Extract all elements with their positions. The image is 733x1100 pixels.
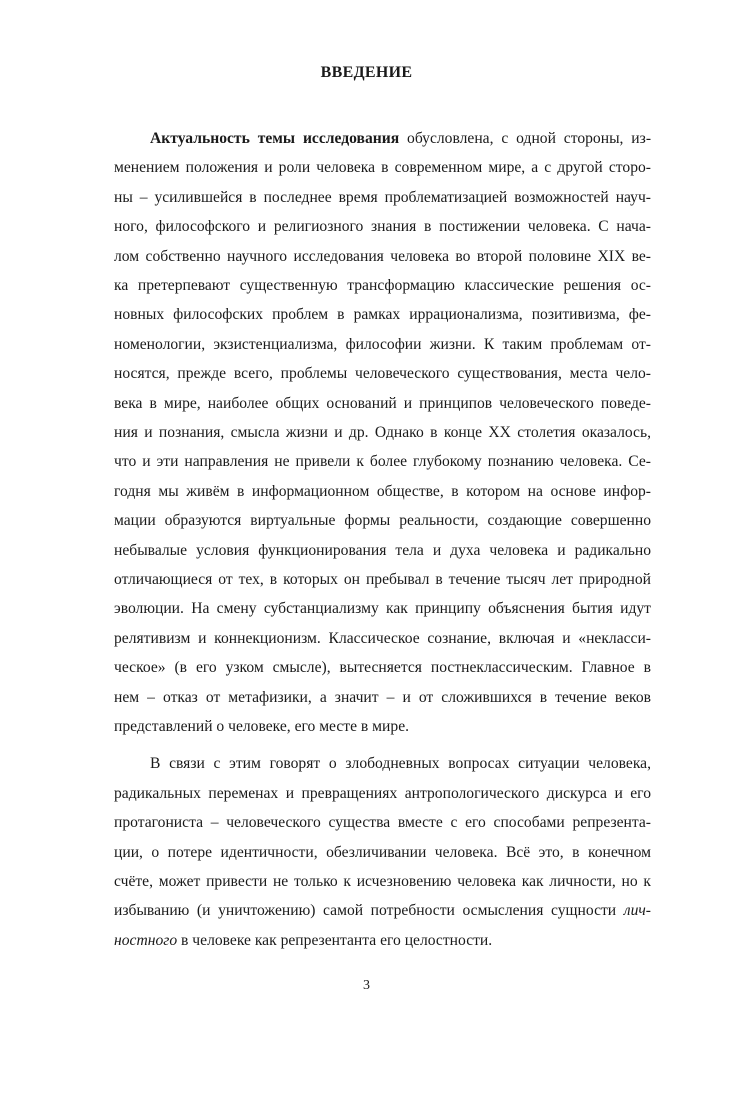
bold-lead-text: Актуальность темы исследования (150, 130, 400, 147)
text-line: века в мире, наиболее общих оснований и принципов человеческого поведе- (114, 394, 651, 412)
italic-text: лич- (623, 902, 651, 920)
text-line: носятся, прежде всего, проблемы человеческого существования, места чело- (114, 365, 651, 383)
text-line: ного, философского и религиозного знания в постижении человека. С нача- (114, 218, 651, 236)
section-heading: ВВЕДЕНИЕ (320, 64, 413, 81)
text-line: ны – усилившейся в последнее время проблематизацией возможностей науч- (114, 188, 651, 206)
text-line: протагониста – человеческого существа вместе с его способами репрезента- (114, 814, 651, 832)
italic-text: ностного (114, 931, 178, 949)
text-line: менением положения и роли человека в современном мире, а с другой сторо- (114, 159, 651, 177)
text-line: радикальных переменах и превращениях антропологического дискурса и его (114, 784, 651, 802)
text-line (114, 901, 651, 921)
line-text: в человеке как репрезентанта его целостности. (177, 931, 493, 949)
text-line: В связи с этим говорят о злободневных вопросах ситуации человека, (150, 755, 651, 773)
text-line: ческое» (в его узком смысле), вытесняется постнеклассическим. Главное в (114, 659, 651, 677)
text-line: номенологии, экзистенциализма, философии жизни. К таким проблемам от- (114, 335, 651, 353)
text-line (150, 129, 651, 149)
text-line: ния и познания, смысла жизни и др. Однако в конце XX столетия оказалось, (114, 424, 651, 441)
text-line: ка претерпевают существенную трансформацию классические решения ос- (114, 277, 651, 294)
line-text: обусловлена, с одной стороны, из- (399, 130, 652, 147)
text-line: ции, о потере идентичности, обезличивании человека. Всё это, в конечном (114, 843, 651, 861)
line-text: избыванию (и уничтожению) самой потребности осмысления сущности (114, 902, 624, 920)
text-line: небывалые условия функционирования тела и духа человека и радикально (114, 541, 651, 559)
text-line: лом собственно научного исследования человека во второй половине XIX ве- (114, 247, 651, 265)
text-line: мации образуются виртуальные формы реальности, создающие совершенно (114, 512, 651, 530)
text-line: годня мы живём в информационном обществе, в котором на основе инфор- (114, 482, 651, 500)
text-line: что и эти направления не привели к более глубокому познанию человека. Се- (114, 453, 651, 471)
text-line: эволюции. На смену субстанциализму как принципу объяснения бытия идут (114, 600, 651, 618)
text-line: релятивизм и коннекционизм. Классическое сознание, включая и «некласси- (114, 629, 651, 647)
text-line: нем – отказ от метафизики, а значит – и от сложившихся в течение веков (114, 688, 651, 706)
text-line: счёте, может привести не только к исчезновению человека как личности, но к (114, 873, 651, 890)
text-line: представлений о человеке, его месте в мире. (114, 718, 410, 735)
text-line: новных философских проблем в рамках иррационализма, позитивизма, фе- (114, 306, 651, 324)
text-line: отличающиеся от тех, в которых он пребывал в течение тысяч лет природной (114, 571, 651, 588)
page-number: 3 (363, 978, 370, 993)
text-line (114, 931, 651, 951)
